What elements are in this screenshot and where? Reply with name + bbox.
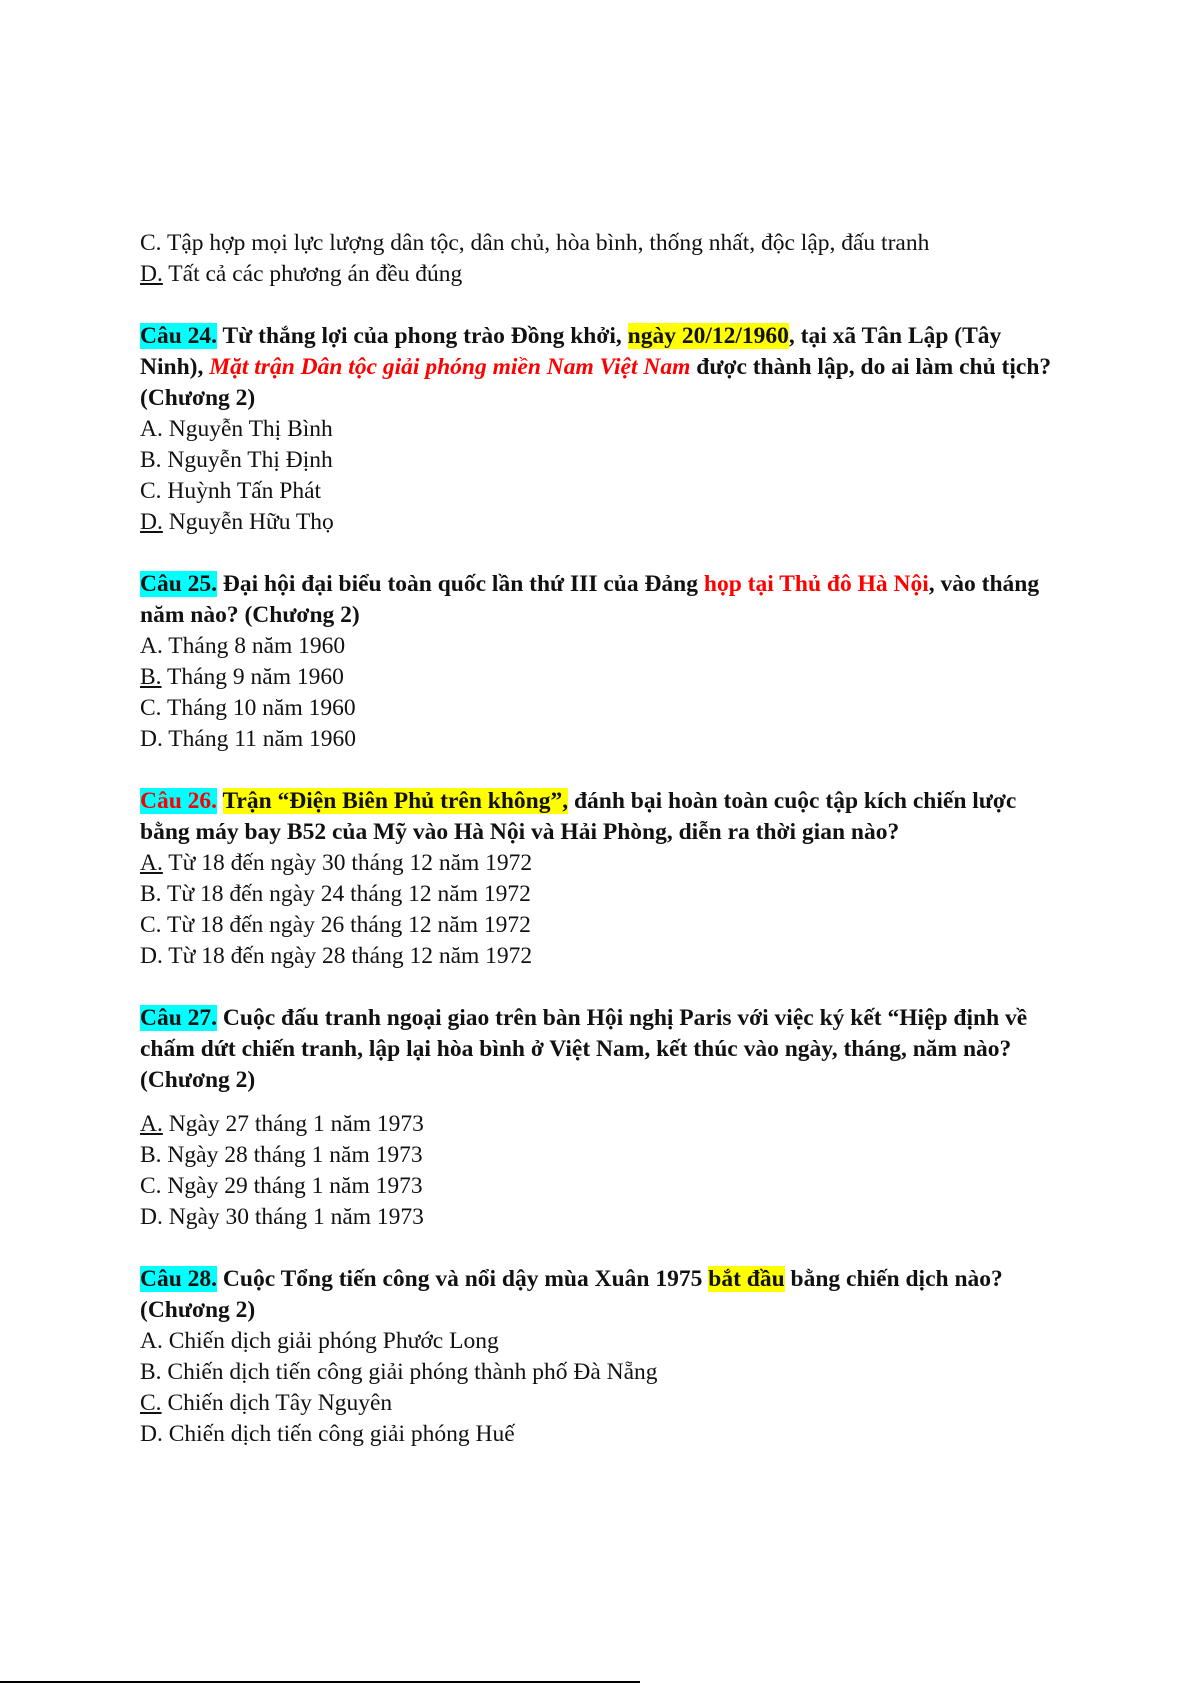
q25-option-a: A. Tháng 8 năm 1960	[140, 633, 346, 659]
prev-option-d	[140, 259, 1060, 290]
question-28: Câu 28. Cuộc Tổng tiến công và nổi dậy mùa Xuân 1975 bắt đầu bằng chiến dịch nào? (Chương 2)	[140, 1266, 1003, 1323]
q27-option-b: B. Ngày 28 tháng 1 năm 1973	[140, 1142, 423, 1168]
q26-option-a: A. Từ 18 đến ngày 30 tháng 12 năm 1972	[140, 850, 533, 876]
question-number: Câu 28.	[140, 1266, 218, 1292]
highlight: ngày 20/12/1960	[627, 323, 789, 349]
prev-option-c: C. Tập hợp mọi lực lượng dân tộc, dân chủ, hòa bình, thống nhất, độc lập, đấu tranh	[140, 230, 930, 256]
q28-option-c: C. Chiến dịch Tây Nguyên	[140, 1390, 393, 1416]
question-number: Câu 26.	[140, 788, 218, 814]
red-emphasis: Mặt trận Dân tộc giải phóng miền Nam Việt Nam	[209, 354, 691, 380]
highlight: bắt đầu	[708, 1266, 785, 1292]
question-24: Câu 24. Từ thắng lợi của phong trào Đồng khởi, ngày 20/12/1960, tại xã Tân Lập (Tây Ninh), Mặt trận Dân tộc giải phóng miền Nam Việt Nam được thành lập, do ai làm chủ tịch? (Chương 2)	[140, 323, 1052, 411]
q26-option-d: D. Từ 18 đến ngày 28 tháng 12 năm 1972	[140, 943, 533, 969]
option-text: Tất cả các phương án đều đúng	[162, 261, 463, 287]
q24-option-b: B. Nguyễn Thị Định	[140, 447, 333, 473]
answer-letter: A.	[140, 1111, 163, 1137]
page-bottom-rule	[0, 1681, 640, 1683]
q25-option-c: C. Tháng 10 năm 1960	[140, 695, 356, 721]
answer-letter: A.	[140, 850, 163, 876]
q24-option-a: A. Nguyễn Thị Bình	[140, 416, 333, 442]
q27-option-a: A. Ngày 27 tháng 1 năm 1973	[140, 1111, 424, 1137]
q26-option-c: C. Từ 18 đến ngày 26 tháng 12 năm 1972	[140, 912, 531, 938]
answer-letter: C.	[140, 1390, 162, 1416]
q24-option-d: D. Nguyễn Hữu Thọ	[140, 509, 334, 535]
q28-option-a: A. Chiến dịch giải phóng Phước Long	[140, 1328, 499, 1354]
question-number: Câu 27.	[140, 1005, 218, 1031]
q25-option-b: B. Tháng 9 năm 1960	[140, 664, 344, 690]
q24-option-c: C. Huỳnh Tấn Phát	[140, 478, 322, 504]
highlight: Trận “Điện Biên Phủ trên không”,	[222, 788, 569, 814]
q27-option-d: D. Ngày 30 tháng 1 năm 1973	[140, 1204, 424, 1230]
red-emphasis: họp tại Thủ đô Hà Nội	[703, 571, 929, 597]
answer-letter: D.	[140, 261, 163, 287]
q28-option-b: B. Chiến dịch tiến công giải phóng thành phố Đà Nẵng	[140, 1359, 658, 1385]
q26-option-b: B. Từ 18 đến ngày 24 tháng 12 năm 1972	[140, 881, 531, 907]
q25-option-d: D. Tháng 11 năm 1960	[140, 726, 357, 752]
question-27: Câu 27. Cuộc đấu tranh ngoại giao trên bàn Hội nghị Paris với việc ký kết “Hiệp định về chấm dứt chiến tranh, lập lại hòa bình ở Việt Nam, kết thúc vào ngày, tháng, năm nào? (Chương 2)	[140, 1005, 1028, 1093]
q27-option-c: C. Ngày 29 tháng 1 năm 1973	[140, 1173, 423, 1199]
q28-option-d: D. Chiến dịch tiến công giải phóng Huế	[140, 1421, 515, 1447]
answer-letter: D.	[140, 509, 163, 535]
question-25: Câu 25. Đại hội đại biểu toàn quốc lần thứ III của Đảng họp tại Thủ đô Hà Nội, vào tháng năm nào? (Chương 2)	[140, 571, 1040, 628]
question-number: Câu 25.	[140, 571, 218, 597]
document-page	[140, 228, 1060, 1450]
answer-letter: B.	[140, 664, 162, 690]
question-number: Câu 24.	[140, 323, 218, 349]
question-26: Câu 26. Trận “Điện Biên Phủ trên không”, đánh bại hoàn toàn cuộc tập kích chiến lược bằng máy bay B52 của Mỹ vào Hà Nội và Hải Phòng, diễn ra thời gian nào?	[140, 788, 1017, 845]
